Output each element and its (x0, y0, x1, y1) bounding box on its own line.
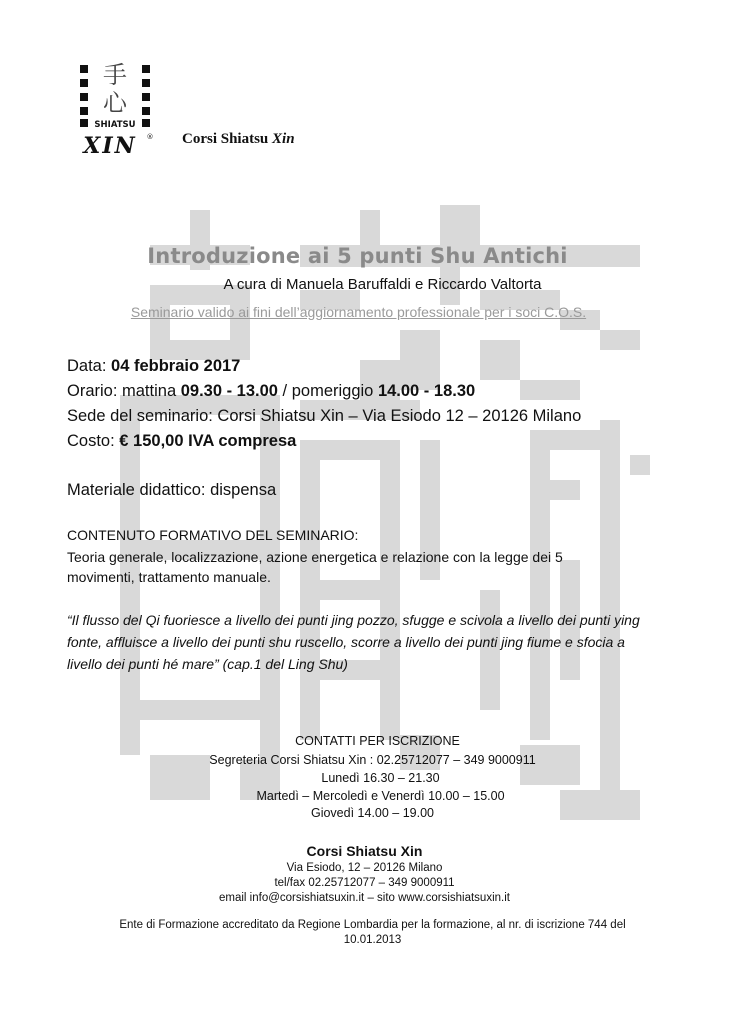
content-description: Teoria generale, localizzazione, azione energetica e relazione con la legge dei 5 movimenti, trattamento manuale. (67, 549, 563, 585)
content-heading: CONTENUTO FORMATIVO DEL SEMINARIO: (67, 527, 359, 543)
footer-phone: tel/fax 02.25712077 – 349 9000911 (274, 877, 455, 889)
contacts-heading: CONTATTI PER ISCRIZIONE (295, 734, 460, 748)
seminar-validity-note: Seminario valido ai fini dell’aggiornamento professionale per i soci C.O.S. (130, 304, 587, 320)
logo-wordmark: XIN (83, 133, 137, 159)
seminar-venue: Sede del seminario: Corsi Shiatsu Xin – Via Esiodo 12 – 20126 Milano (67, 407, 582, 425)
seminar-schedule: Orario: mattina 09.30 - 13.00 / pomeriggio 14.00 - 18.30 (67, 382, 476, 400)
shiatsu-xin-logo (80, 55, 156, 159)
contacts-secretary: Segreteria Corsi Shiatsu Xin : 02.25712077 – 349 9000911 (209, 753, 536, 767)
logo-glyph-hand: 手 (103, 61, 127, 89)
footer-address: Via Esiodo, 12 – 20126 Milano (286, 862, 443, 874)
logo-band-text: SHIATSU (94, 120, 136, 130)
seminar-title: Introduzione ai 5 punti Shu Antichi (147, 244, 568, 268)
footer-email: email info@corsishiatsuxin.it – sito www.corsishiatsuxin.it (219, 892, 510, 904)
footer-name: Corsi Shiatsu Xin (306, 843, 423, 859)
accreditation-note: Ente di Formazione accreditato da Regione Lombardia per la formazione, al nr. di iscrizione 744 del 10.01.2013 (119, 919, 626, 946)
seminar-material: Materiale didattico: dispensa (67, 481, 277, 499)
brand-name: Corsi Shiatsu Xin (182, 131, 295, 147)
contacts-hours-thursday: Giovedì 14.00 – 19.00 (310, 806, 434, 820)
seminar-cost: Costo: € 150,00 IVA compresa (67, 432, 297, 450)
seminar-date: Data: 04 febbraio 2017 (67, 357, 241, 375)
contacts-hours-tue-wed-fri: Martedì – Mercoledì e Venerdì 10.00 – 15.00 (256, 789, 505, 803)
logo-glyph-heart: 心 (103, 89, 127, 117)
contacts-hours-monday: Lunedì 16.30 – 21.30 (321, 771, 440, 785)
ling-shu-quote: “Il flusso del Qi fuoriesce a livello dei punti jing pozzo, sfugge e scivola a livello dei punti ying fonte, affluisce a livello dei punti shu ruscello, scorre a livello dei punti jing fiume e sfocia a livello dei punti hé mare” (cap.1 del Ling Shu) (67, 612, 640, 672)
seminar-curators: A cura di Manuela Baruffaldi e Riccardo Valtorta (223, 276, 542, 293)
logo-registered-mark: ® (146, 133, 154, 141)
